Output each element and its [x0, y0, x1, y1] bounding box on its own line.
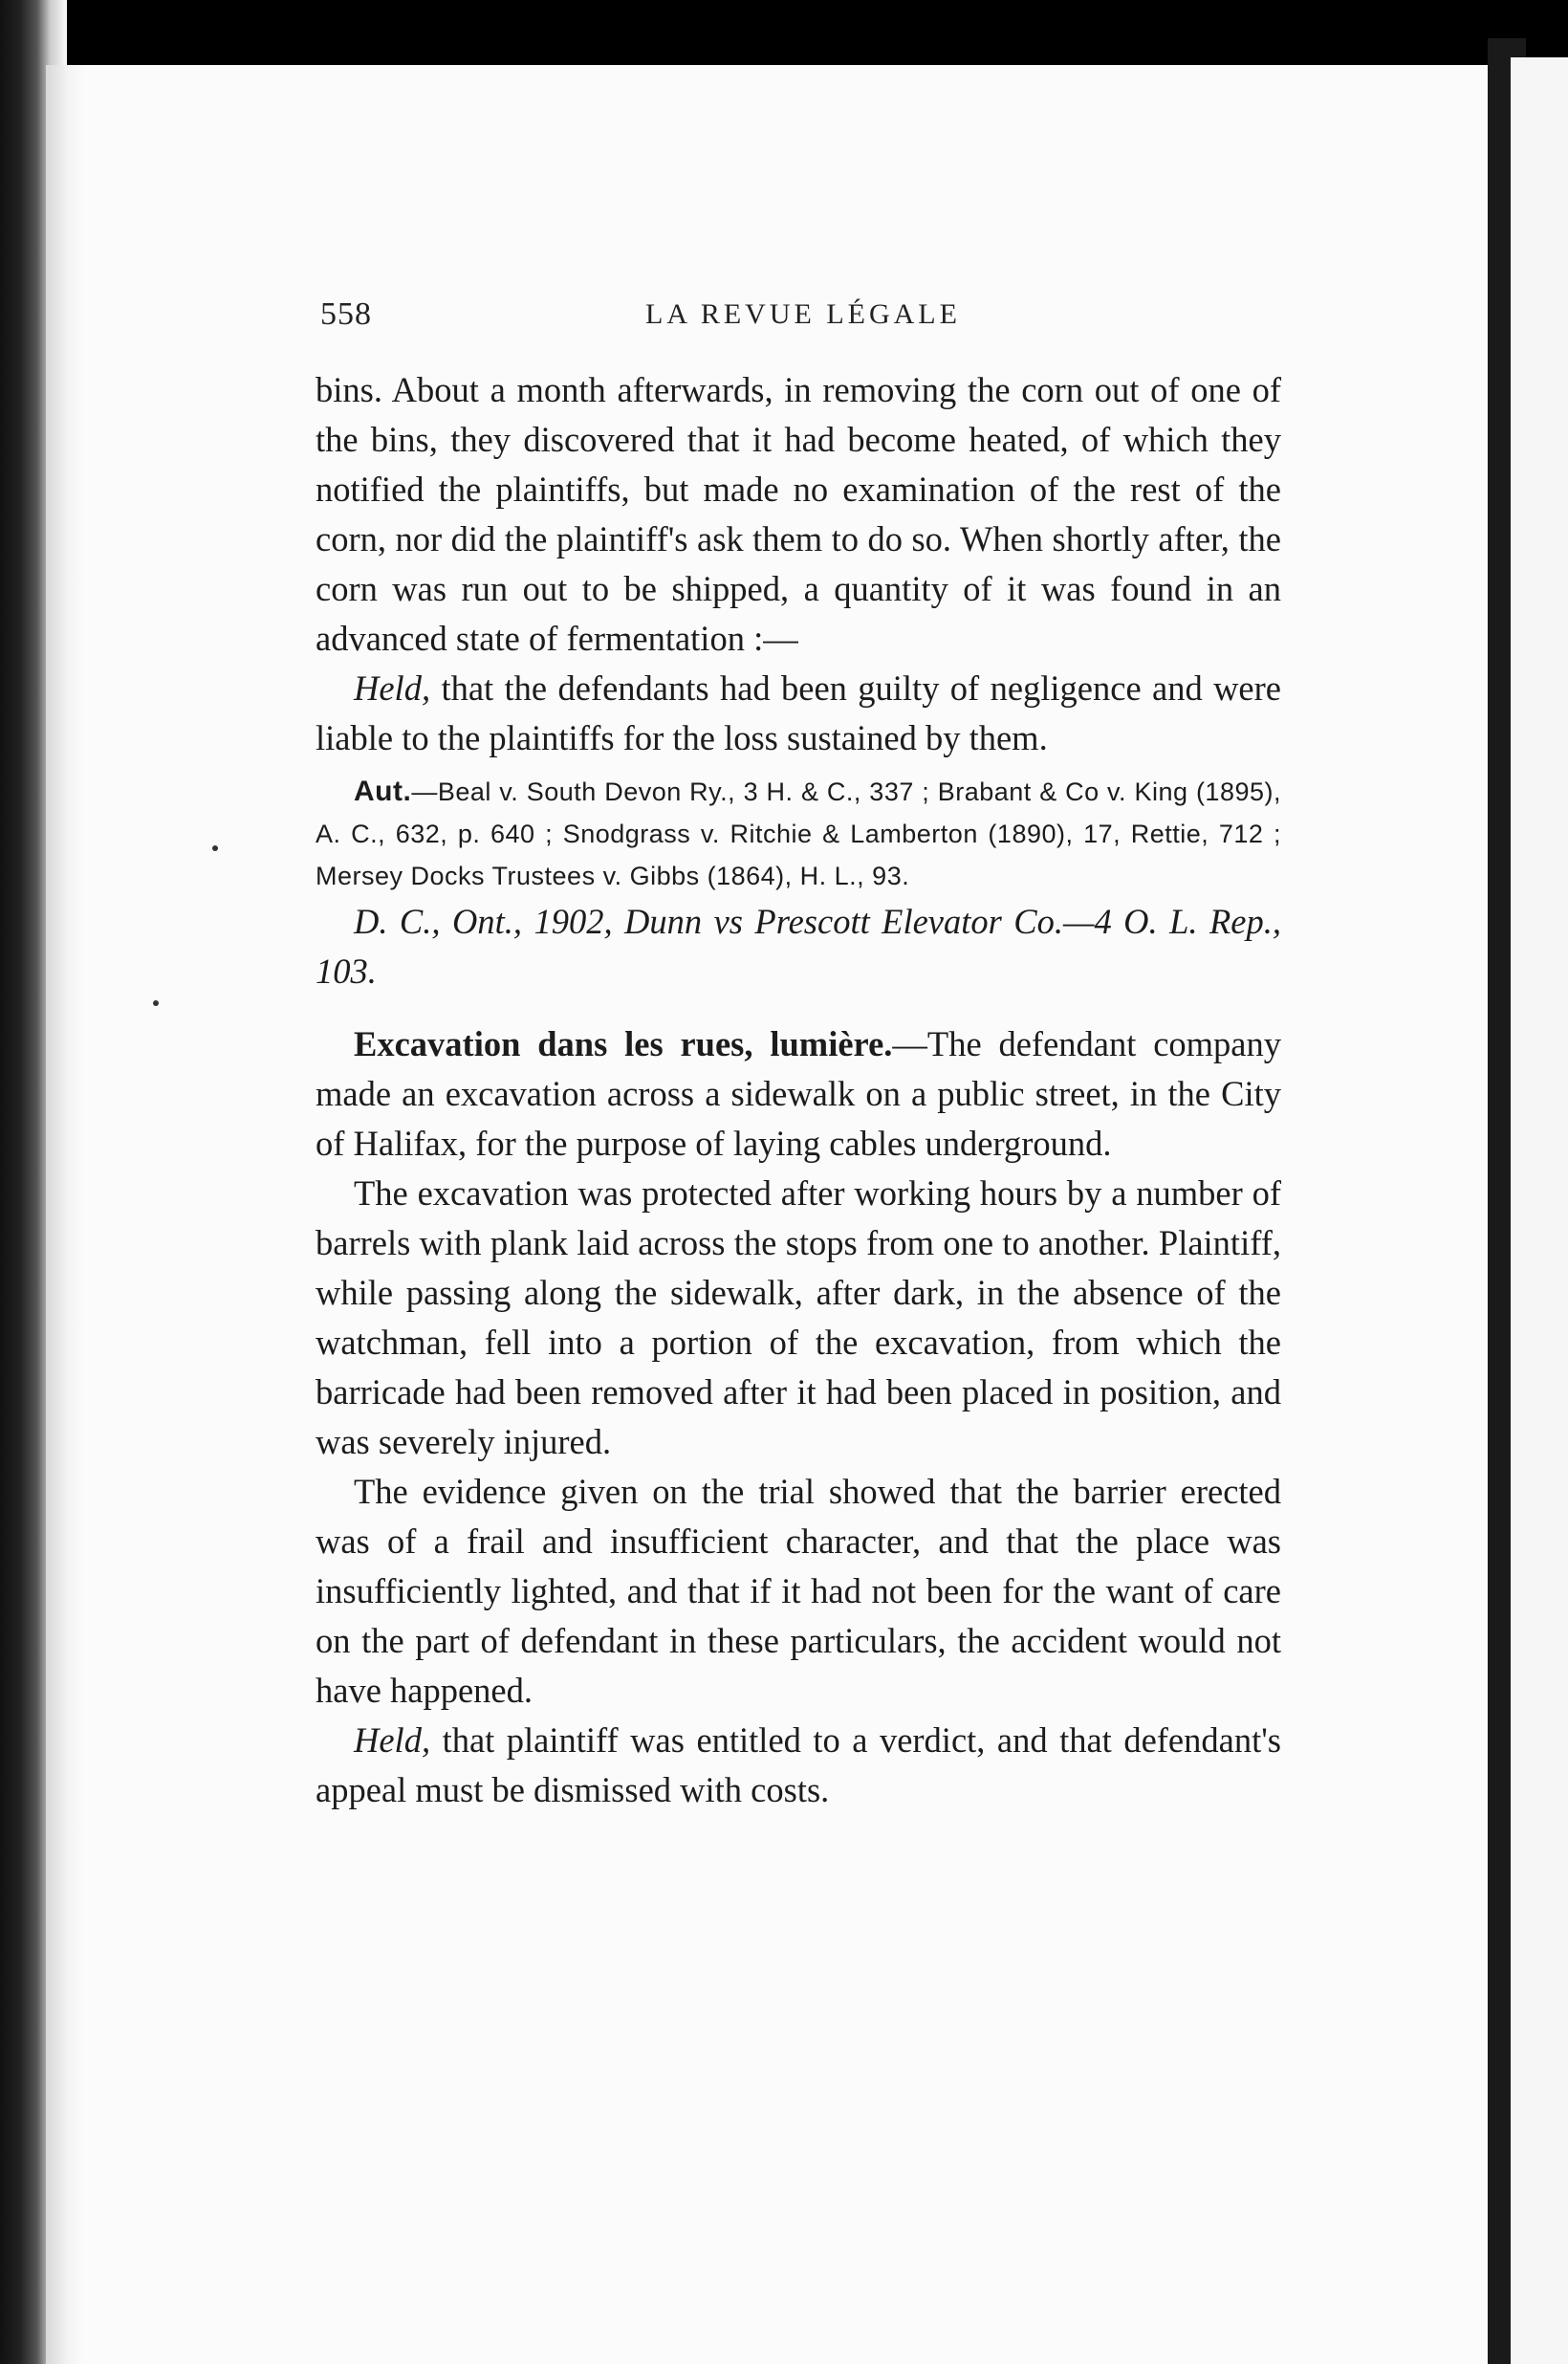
next-page-edge — [1511, 57, 1568, 2364]
authorities-text: —Beal v. South Devon Ry., 3 H. & C., 337 ; Brabant & Co v. King (1895), A. C., 632, p. 640 ; Snodgrass v. Ritchie & Lamberton (1890), 17, Rettie, 712 ; Mersey Docks Trustees v. Gibbs (1864), H. L., 93. — [316, 777, 1281, 890]
authorities-label: Aut. — [354, 776, 412, 807]
authorities-citation — [316, 771, 1281, 897]
held-label: Held, — [354, 668, 431, 708]
paragraph-evidence: The evidence given on the trial showed that the barrier erected was of a frail and insufficient character, and that the place was insufficiently lighted, and that if it had not been for the want of care on the part of defendant in these particulars, the accident would not have happened. — [316, 1472, 1281, 1710]
journal-title: LA REVUE LÉGALE — [645, 298, 961, 330]
page-shade — [46, 65, 84, 2364]
paragraph-held-1 — [316, 664, 1281, 763]
page-number: 558 — [320, 296, 372, 332]
paragraph-continuation — [316, 365, 1281, 664]
paragraph-held-2 — [316, 1716, 1281, 1815]
case-reference: D. C., Ont., 1902, Dunn vs Prescott Elevator Co.—4 O. L. Rep., 103. — [316, 902, 1281, 991]
held-label: Held, — [354, 1720, 431, 1760]
speck-mark — [212, 845, 218, 851]
paragraph-text: that the defendants had been guilty of negligence and were liable to the plaintiffs for the loss sustained by them. — [316, 668, 1281, 757]
paragraph-excavation — [316, 1019, 1281, 1169]
section-heading: Excavation dans les rues, lumière. — [354, 1024, 893, 1063]
page-body — [316, 365, 1281, 1815]
speck-mark — [153, 1000, 159, 1006]
paragraph-text: —The defendant company made an excavation across a sidewalk on a public street, in the City of Halifax, for the purpose of laying cables underground. — [316, 1024, 1282, 1163]
paragraph-text: that plaintiff was entitled to a verdict, and that defendant's appeal must be dismissed with costs. — [316, 1720, 1281, 1809]
running-head — [320, 296, 1286, 344]
paragraph-facts: The excavation was protected after working hours by a number of barrels with plank laid across the stops from one to another. Plaintiff, while passing along the sidewalk, after dark, in the absence of the watchman, fell into a portion of the excavation, from which the barricade had been removed after it had been placed in position, and was severely injured. — [316, 1173, 1281, 1461]
paragraph-text: bins. About a month afterwards, in removing the corn out of one of the bins, they discovered that it had become heated, of which they notified the plaintiffs, but made no examination of the rest of the corn, nor did the plaintiff's ask them to do so. When shortly after, the corn was run out to be shipped, a quantity of it was found in an advanced state of fermentation :— — [316, 370, 1281, 658]
